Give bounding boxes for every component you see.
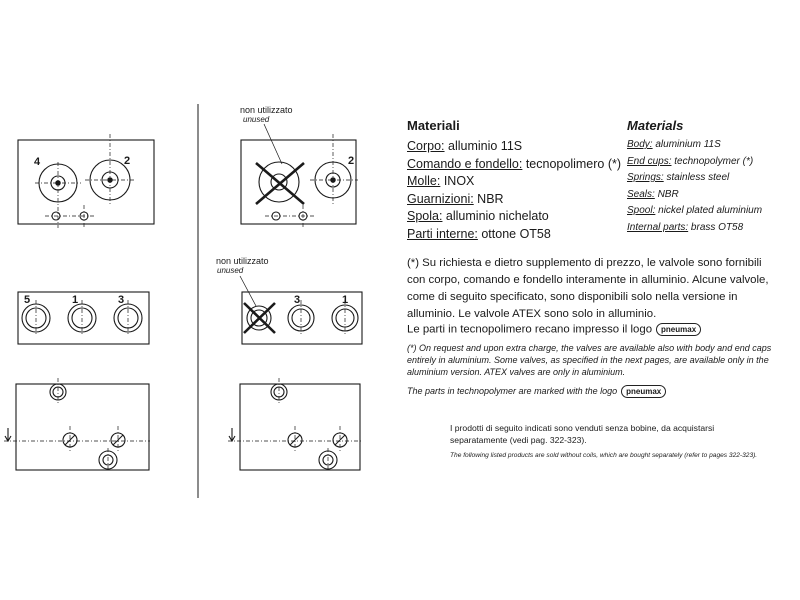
unused-label-en-mid: unused [217, 266, 244, 275]
materials-it-list [407, 138, 621, 244]
port-2-label-right: 2 [348, 155, 355, 167]
left-top-view [18, 134, 154, 228]
port-2-label: 2 [124, 155, 131, 167]
materials-en-item: Springs: stainless steel [627, 172, 730, 183]
left-bottom-view [4, 378, 150, 472]
right-bottom-view [228, 378, 362, 472]
materials-en-title: Materials [627, 118, 684, 133]
materials-it-item: Guarnizioni: NBR [407, 191, 504, 206]
materials-it-item: Spola: alluminio nichelato [407, 209, 549, 224]
unused-label-en-top: unused [243, 115, 270, 124]
note-it: (*) Su richiesta e dietro supplemento di prezzo, le valvole sono fornibili con corpo, comando e fondello interamente in alluminio. Alcune valvole, come di seguito specificato, sono disponibili solo nella versione in alluminio. Le valvole ATEX sono solo in alluminio. [407, 257, 769, 320]
materials-en-item: End cups: technopolymer (*) [627, 155, 754, 167]
pneumax-logo-icon: pneumax [656, 323, 701, 336]
port-5-label: 5 [24, 294, 31, 306]
port-4-label: 4 [34, 156, 41, 168]
materials-it-item: Parti interne: ottone OT58 [407, 226, 551, 241]
port-1-label-right: 1 [342, 294, 349, 306]
pneumax-logo-icon: pneumax [621, 385, 666, 398]
port-1-label: 1 [72, 294, 79, 306]
right-top-view [241, 124, 358, 228]
left-middle-view [18, 292, 149, 344]
materials-it-item: Molle: INOX [407, 174, 475, 189]
unused-label-it-mid: non utilizzato [216, 256, 269, 266]
logo-line-it: Le parti in tecnopolimero recano impresso il logo pneumax [407, 323, 701, 336]
port-3-label-right: 3 [294, 294, 301, 306]
materials-it-item: Corpo: alluminio 11S [407, 139, 523, 153]
materials-en-item: Spool: nickel plated aluminium [627, 205, 763, 216]
right-middle-view [240, 276, 362, 344]
materials-it-title: Materiali [407, 118, 460, 133]
logo-line-en: The parts in technopolymer are marked with the logo pneumax [407, 385, 666, 398]
footnote-it: I prodotti di seguito indicati sono venduti senza bobine, da acquistarsi separatamente (vedi pag. 322-323). [450, 423, 715, 445]
materials-en-item: Body: aluminium 11S [627, 139, 721, 150]
note-en: (*) On request and upon extra charge, the valves are available also with body and end caps entirely in aluminium. Some valves, as specified in the next pages, are available only in the aluminium version. ATEX valves are only in aluminium. [407, 343, 772, 378]
unused-label-it-top: non utilizzato [240, 105, 293, 115]
materials-en-item: Seals: NBR [627, 188, 679, 200]
materials-en-list [627, 137, 762, 236]
materials-it-item: Comando e fondello: tecnopolimero (*) [407, 156, 622, 171]
footnote-en: The following listed products are sold without coils, which are bought separately (refer to pages 322-323). [450, 452, 758, 459]
materials-en-item: Internal parts: brass OT58 [627, 221, 744, 233]
port-3-label: 3 [118, 294, 125, 306]
